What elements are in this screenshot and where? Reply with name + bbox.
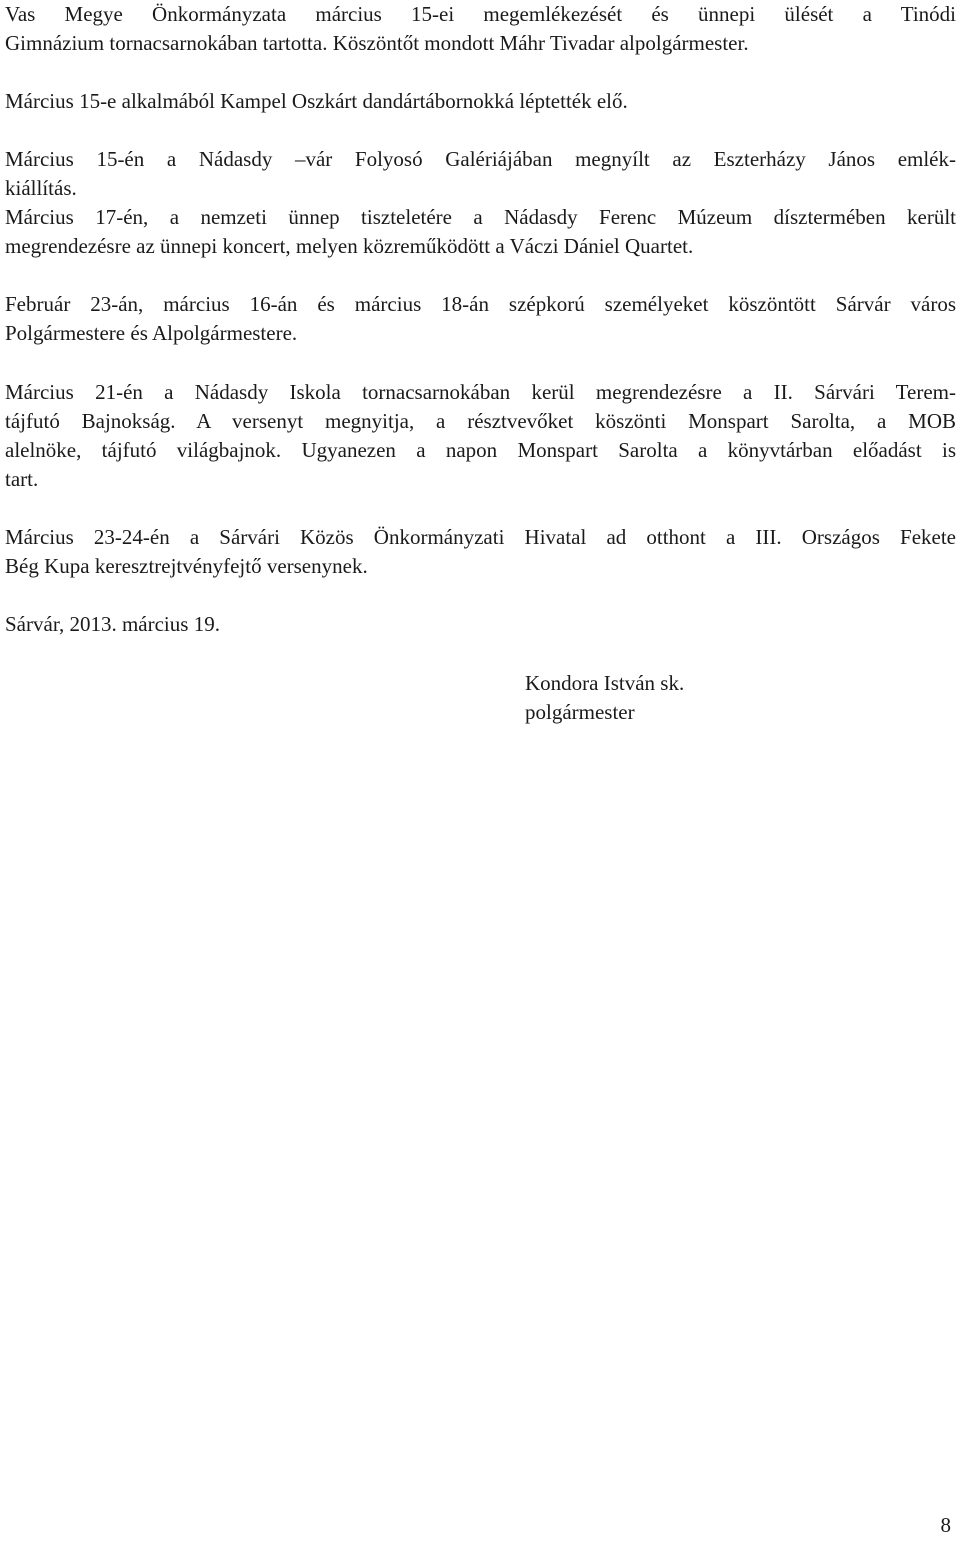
text-line: Március 15-én a Nádasdy –vár Folyosó Galériájában megnyílt az Eszterházy János emlék- bbox=[5, 147, 956, 171]
text-line: Március 21-én a Nádasdy Iskola tornacsarnokában kerül megrendezésre a II. Sárvári Terem- bbox=[5, 380, 956, 404]
text-line: tájfutó Bajnokság. A versenyt megnyitja, a résztvevőket köszönti Monspart Sarolta, a MOB bbox=[5, 409, 956, 433]
signatory-title: polgármester bbox=[525, 700, 635, 724]
text-line: Gimnázium tornacsarnokában tartotta. Köszöntőt mondott Máhr Tivadar alpolgármester. bbox=[5, 31, 749, 55]
text-line: Március 15-e alkalmából Kampel Oszkárt dandártábornokká léptették elő. bbox=[5, 89, 628, 113]
text-line: Polgármestere és Alpolgármestere. bbox=[5, 321, 298, 345]
signatory-name: Kondora István sk. bbox=[525, 671, 685, 695]
text-line: Sárvár, 2013. március 19. bbox=[5, 612, 220, 636]
text-line: alelnöke, tájfutó világbajnok. Ugyanezen a napon Monspart Sarolta a könyvtárban előadást is bbox=[5, 438, 956, 462]
paragraph-concert bbox=[5, 203, 956, 261]
paragraph-orienteering bbox=[5, 378, 956, 494]
text-line: Március 23-24-én a Sárvári Közös Önkormányzati Hivatal ad otthont a III. Országos Fekete bbox=[5, 525, 956, 549]
paragraph-elderly-greeting bbox=[5, 290, 956, 348]
text-line: megrendezésre az ünnepi koncert, melyen közreműködött a Váczi Dániel Quartet. bbox=[5, 234, 694, 258]
paragraph-exhibition bbox=[5, 145, 956, 203]
paragraph-county-commemoration bbox=[5, 0, 956, 58]
page-number: 8 bbox=[940, 1513, 951, 1537]
paragraph-crossword-cup bbox=[5, 523, 956, 581]
paragraph-promotion bbox=[5, 87, 956, 116]
date-line bbox=[5, 610, 956, 639]
text-line: kiállítás. bbox=[5, 176, 77, 200]
text-line: Február 23-án, március 16-án és március 18-án szépkorú személyeket köszöntött Sárvár város bbox=[5, 292, 956, 316]
text-line: tart. bbox=[5, 467, 39, 491]
text-line: Bég Kupa keresztrejtvényfejtő versenynek. bbox=[5, 554, 368, 578]
document-page bbox=[5, 0, 956, 1541]
text-line: Március 17-én, a nemzeti ünnep tiszteletére a Nádasdy Ferenc Múzeum dísztermében került bbox=[5, 205, 956, 229]
text-line: Vas Megye Önkormányzata március 15-ei megemlékezését és ünnepi ülését a Tinódi bbox=[5, 2, 956, 26]
signature-block bbox=[525, 669, 684, 727]
